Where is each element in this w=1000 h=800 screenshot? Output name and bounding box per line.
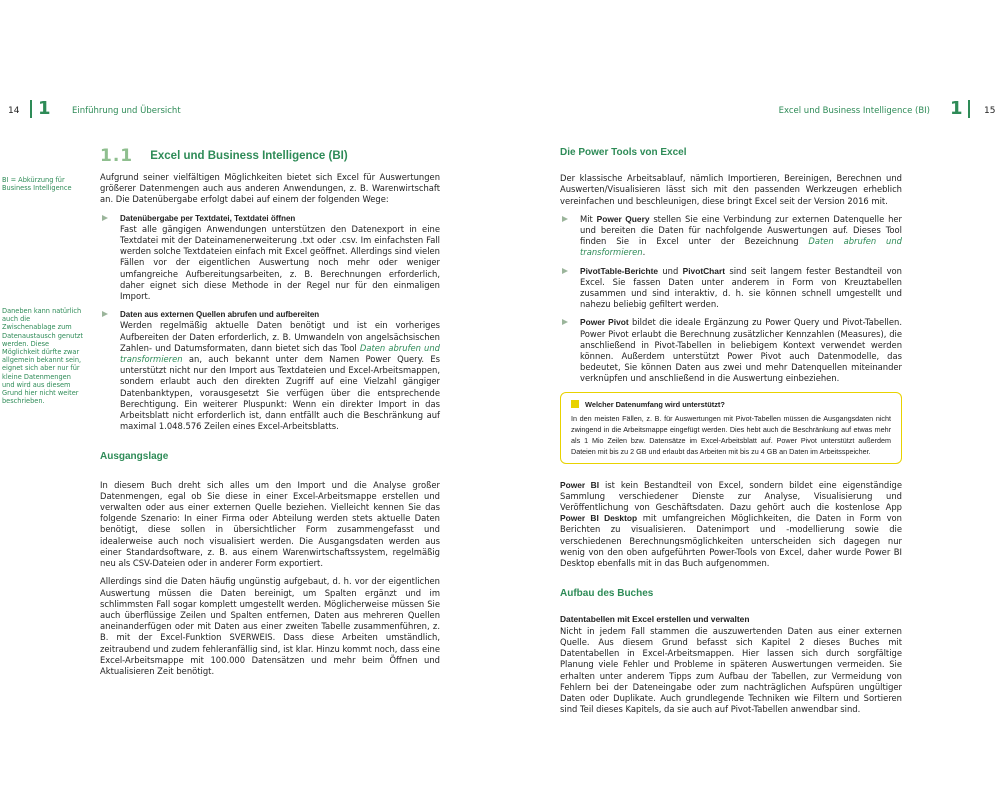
- power-bi-paragraph: [560, 480, 902, 570]
- bullet-text: Werden regelmäßig aktuelle Daten benötigt und ist ein vorheriges Aufbereiten der Daten erforderlich, z. B. Umwandeln von angelsächsischen Zahlen- und Datumsformaten, dann bietet sich das Tool: [120, 320, 440, 353]
- left-body: [100, 172, 440, 684]
- page-number: 15: [984, 106, 996, 116]
- bullet-power-pivot: [560, 317, 902, 384]
- bullet-arrow-icon: [562, 216, 568, 222]
- power-tools-intro: Der klassische Arbeitsablauf, nämlich Importieren, Bereinigen, Berechnen und Auswerten/Visualisieren lässt sich mit den passenden Werkzeugen erheblich vereinfachen und beschleunigen, diese bringt Excel seit der Version 2016 mit.: [560, 173, 902, 206]
- text: Mit: [580, 213, 597, 224]
- right-running-header: [500, 98, 1000, 122]
- paragraph: Allerdings sind die Daten häufig ungünstig aufgebaut, d. h. vor der eigentlichen Auswertung müssen die Daten bereinigt, um Spalten ergänzt und im schlimmsten Fall sogar komplett umgestellt werden. Möglicherweise müssen Sie auch überflüssige Zeilen und Spalten entfernen, Daten aus mehreren Quellen aneinanderfügen oder mit Daten aus einer zweiten Tabelle zusammenführen, z. B. mit der Excel-Funktion SVERWEIS. Dass diese Arbeiten umständlich, zeitraubend und zudem fehleranfällig sind, ist klar. Hinzu kommt noch, dass eine Excel-Arbeitsmappe mit 100.000 Datensätzen und mehr beim Öffnen und Aktualisieren Zeit benötigt.: [100, 576, 440, 676]
- intro-paragraph: Aufgrund seiner vielfältigen Möglichkeiten bietet sich Excel für Auswertungen größerer Datenmengen auch aus anderen Anwendungen, z. B. Warenwirtschaft an. Die Datenübergabe erfolgt dabei auf einem der folgenden Wege:: [100, 172, 440, 205]
- info-box-header: [571, 399, 891, 410]
- info-box-text: In den meisten Fällen, z. B. für Auswertungen mit Pivot-Tabellen müssen die Ausgangsdaten nicht zwingend in die Arbeitsmappe eingefügt werden. Dies hebt auch die Beschränkung auf etwas mehr als 1 Mio Zeilen bzw. Datensätze im Excel-Arbeitsblatt auf. Power Pivot unterstützt außerdem Dateien mit bis zu 2 GB und erlaubt das Arbeiten mit bis zu 4 GB an Daten im Arbeitsspeicher.: [571, 413, 891, 456]
- bullet-arrow-icon: [562, 268, 568, 274]
- text: sind seit langem fester Bestandteil von Excel. Sie fassen Daten unter anderem in Form von Kreuztabellen zusammen und sind interaktiv, d. h. sie können schnell umgestellt und nahezu beliebig gefiltert werden.: [580, 265, 902, 310]
- keyword: Power BI Desktop: [560, 513, 638, 524]
- subheading-power-tools: Die Power Tools von Excel: [560, 147, 687, 158]
- header-divider: [30, 100, 32, 118]
- keyword: Power Query: [596, 213, 650, 224]
- bullet-title: Daten aus externen Quellen abrufen und aufbereiten: [120, 310, 320, 320]
- bullet-power-query: [560, 214, 902, 259]
- subheading-aufbau: Aufbau des Buches: [560, 588, 654, 600]
- bullet-title: Datenübergabe per Textdatei, Textdatei öffnen: [120, 213, 296, 223]
- chapter-title: Einführung und Übersicht: [72, 106, 181, 116]
- text: mit umfangreichen Möglichkeiten, die Daten in Form von Berichten zu visualisieren. Datenimport und -modellierung sowie die verschiedenen Berechnungsmöglichkeiten unterscheiden sich dagegen nur wenig von den oben aufgeführten Power-Tools von Excel, daher wurde Power BI Desktop ebenfalls mit in das Buch aufgenommen.: [560, 513, 902, 569]
- right-page: [500, 0, 1000, 800]
- chapter-number: 1: [38, 98, 51, 119]
- right-body: [560, 147, 902, 722]
- text: und: [658, 265, 683, 276]
- section-title: Excel und Business Intelligence (BI): [150, 150, 348, 162]
- chapter-number: 1: [950, 98, 963, 119]
- left-running-header: [0, 98, 500, 122]
- tool-name-link: Daten abrufen und transformieren: [120, 342, 440, 365]
- keyword: PivotChart: [682, 265, 725, 276]
- margin-note-bi: BI = Abkürzung für Business Intelligence: [2, 176, 72, 193]
- bullet-arrow-icon: [102, 311, 108, 317]
- minor-heading: Datentabellen mit Excel erstellen und verwalten: [560, 614, 750, 625]
- tool-name-link: Daten abrufen und transformieren: [580, 236, 902, 258]
- margin-note-clipboard: Daneben kann natürlich auch die Zwischenablage zum Datenaustausch genutzt werden. Diese Möglichkeit dürfte zwar allgemein bekannt sein, eignet sich aber nur für kleine Datenmengen und wird aus diesem Grund hier nicht weiter beschrieben.: [2, 307, 83, 406]
- paragraph: In diesem Buch dreht sich alles um den Import und die Analyse großer Datenmengen, egal ob Sie diese in einer Excel-Arbeitsmappe erstellen und verwalten oder aus einer externen Quelle beziehen. Vielleicht kennen Sie das folgende Szenario: In einer Firma oder Abteilung werden stets aktuelle Daten benötigt, diese sollen in übersichtlicher Form zusammengefasst und idealerweise auch noch visualisiert werden. Die Ausgangsdaten werden aus einer Standardsoftware, z. B. aus einem Warenwirtschaftssystem, regelmäßig neu als CSV-Dateien oder in anderer Form exportiert.: [100, 479, 440, 569]
- text: stellen Sie eine Verbindung zur externen Datenquelle her und bereiten die Daten für nachfolgende Auswertungen auf. Dieses Tool finden Sie in Excel unter der Bezeichnung: [580, 213, 903, 247]
- keyword: PivotTable-Berichte: [580, 265, 659, 276]
- bullet-arrow-icon: [102, 215, 108, 221]
- info-box: [560, 392, 902, 464]
- chapter-title: Excel und Business Intelligence (BI): [778, 106, 930, 116]
- bullet-text: Fast alle gängigen Anwendungen unterstützen den Datenexport in eine Textdatei mit der Dateinamenerweiterung .txt oder .csv. Im einfachsten Fall werden solche Textdateien einfach mit Excel geöffnet. Allerdings sind vielen Fällen vor der eigentlichen Auswertung noch mehr oder weniger umfangreiche Aufbereitungsarbeiten, z. B. Berechnungen erforderlich, daher eignet sich diese Methode in der Regel nur für den einmaligen Import.: [120, 223, 440, 302]
- info-square-icon: [571, 400, 579, 408]
- section-number: 1.1: [100, 146, 134, 166]
- text: .: [642, 247, 646, 258]
- bullet-text-cont: an, auch bekannt unter dem Namen Power Query. Es unterstützt nicht nur den Import aus Textdateien und Excel-Arbeitsmappen, sondern erlaubt auch den direkten Zugriff auf eine Vielzahl gängiger Datenbanktypen, vorausgesetzt Sie verfügen über die entsprechende Berechtigung. Ein weiterer Pluspunkt: Wenn ein direkter Import in das Arbeitsblatt nicht erforderlich ist, dann entfällt auch die Beschränkung auf maximal 1.048.576 Zeilen eines Excel-Arbeitsblatts.: [120, 354, 440, 432]
- bullet-pivottable: [560, 266, 902, 311]
- subheading-ausgangslage: Ausgangslage: [100, 451, 169, 463]
- text: ist kein Bestandteil von Excel, sondern bildet eine eigenständige Sammlung verschiedener Dienste zur Analyse, Visualisierung und Veröffentlichung von Geschäftsdaten. Dazu gehört auch die kostenlose App: [560, 479, 902, 513]
- header-divider: [968, 100, 970, 118]
- bullet-text-import: [100, 213, 440, 303]
- keyword: Power BI: [560, 479, 600, 490]
- text: bildet die ideale Ergänzung zu Power Query und Pivot-Tabellen. Power Pivot erlaubt die Berechnung zusätzlicher Kennzahlen (Measures), die anschließend in Pivot-Tabellen in beliebigem Kontext verwendet werden können. Außerdem unterstützt Power Pivot auch Datenmodelle, das bedeutet, Sie können Daten aus zwei und mehr Datenquellen miteinander verknüpfen und anschließend in die Auswertung einbeziehen.: [580, 317, 902, 384]
- bullet-external-sources: [100, 309, 440, 432]
- info-box-title: Welcher Datenumfang wird unterstützt?: [585, 399, 725, 409]
- section-heading: [100, 146, 348, 166]
- aufbau-paragraph: Nicht in jedem Fall stammen die auszuwertenden Daten aus einer externen Quelle. Aus diesem Grund befasst sich Kapitel 2 dieses Buches mit Datentabellen in Excel-Arbeitsmappen. Hier lassen sich durch sorgfältige Planung viele Fehler und Probleme in späteren Auswertungen vermeiden. Sie erhalten unter anderem Tipps zum Aufbau der Tabellen, zur Vermeidung von Fehlern bei der Dateneingabe oder zum nachträglichen Aufspüren ungültiger Daten oder Duplikate. Auch grundlegende Techniken wie Filtern und Sortieren sind Teil dieses Kapitels, da sie auch auf Pivot-Tabellen anwendbar sind.: [560, 625, 902, 715]
- keyword: Power Pivot: [580, 317, 629, 328]
- page-number: 14: [8, 106, 20, 116]
- bullet-arrow-icon: [562, 319, 568, 325]
